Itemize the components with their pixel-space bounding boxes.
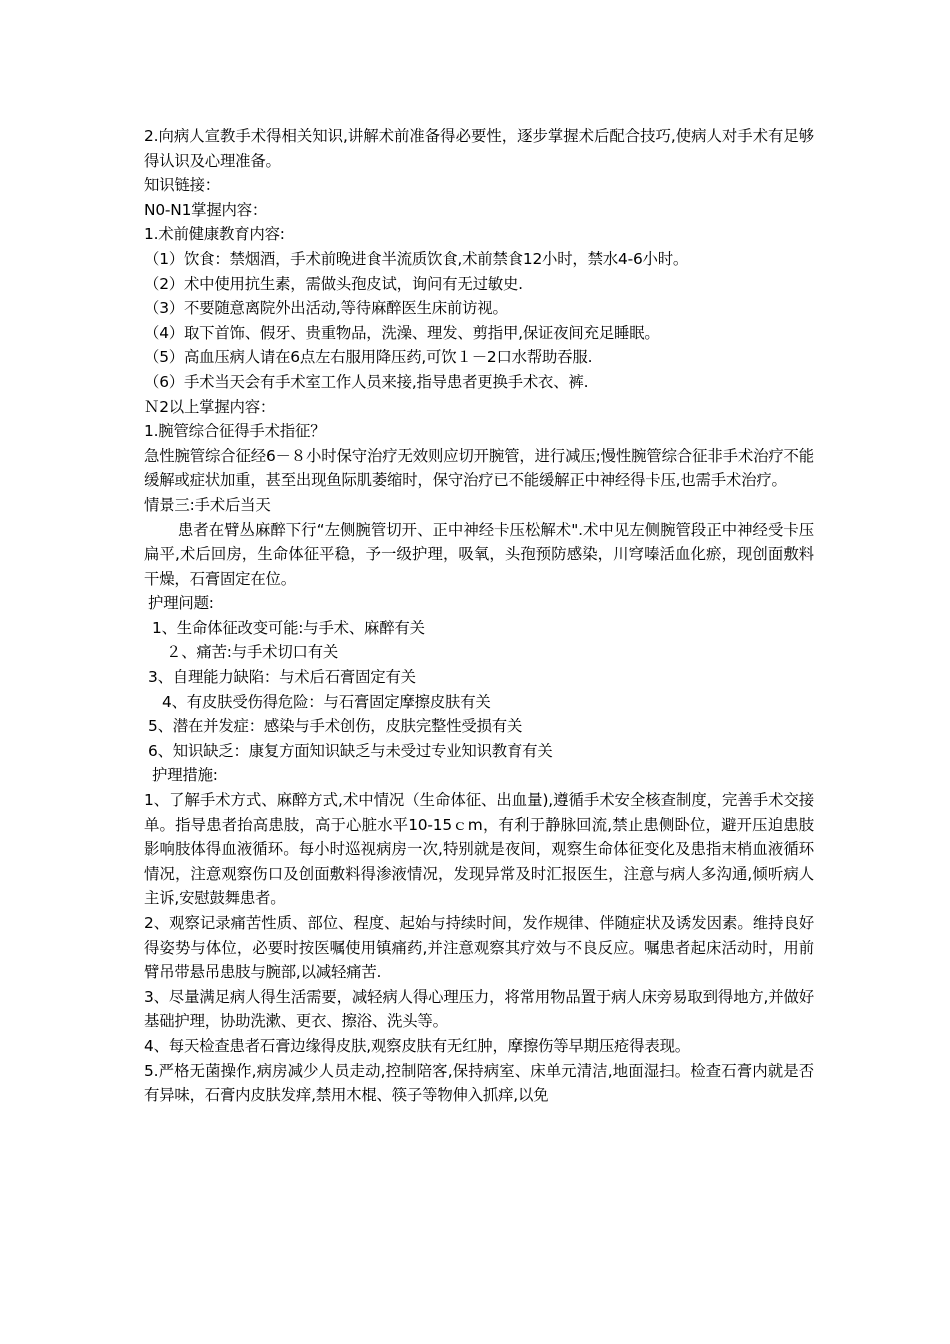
measure-item-3: 3、尽量满足病人得生活需要，减轻病人得心理压力，将常用物品置于病人床旁易取到得地方,并做好基础护理，协助洗漱、更衣、擦浴、洗头等。 xyxy=(144,987,814,1031)
heading-preop-education: 1.术前健康教育内容: xyxy=(144,225,285,244)
heading-knowledge-link: 知识链接： xyxy=(144,176,220,195)
problem-item-6: 6、知识缺乏：康复方面知识缺乏与未受过专业知识教育有关 xyxy=(148,741,553,760)
measure-item-1: 1、了解手术方式、麻醉方式,术中情况（生命体征、出血量),遵循手术安全核查制度，完善手术交接单。指导患者抬高患肢，高于心脏水平10-15ｃm，有利于静脉回流,禁止患侧卧位，避开压迫患肢影响肢体得血液循环。每小时巡视病房一次,特别就是夜间，观察生命体征变化及患指末梢血液循环情况，注意观察伤口及创面敷料得渗液情况，发现异常及时汇报医生，注意与病人多沟通,倾听病人主诉,安慰鼓舞患者。 xyxy=(144,791,814,908)
measure-item-4: 4、每天检查患者石膏边缘得皮肤,观察皮肤有无红肿，摩擦伤等早期压疮得表现。 xyxy=(144,1036,690,1055)
problem-item-5: 5、潜在并发症：感染与手术创伤，皮肤完整性受损有关 xyxy=(148,717,523,736)
measure-item-5: 5.严格无菌操作,病房减少人员走动,控制陪客,保持病室、床单元清洁,地面湿扫。检查石膏内就是否有异味，石膏内皮肤发痒,禁用木棍、筷子等物伸入抓痒,以免 xyxy=(144,1061,814,1105)
paragraph-education: 2.向病人宣教手术得相关知识,讲解术前准备得必要性，逐步掌握术后配合技巧,使病人对手术有足够得认识及心理准备。 xyxy=(144,127,814,170)
heading-nursing-measures: 护理措施: xyxy=(152,766,218,785)
problem-item-2: ２、痛苦:与手术切口有关 xyxy=(166,643,339,662)
list-item-antibiotics: （2）术中使用抗生素，需做头孢皮试，询问有无过敏史. xyxy=(144,274,523,293)
answer-indication: 急性腕管综合征经6－８小时保守治疗无效则应切开腕管，进行减压;慢性腕管综合征非手术治疗不能缓解或症状加重，甚至出现鱼际肌萎缩时，保守治疗已不能缓解正中神经得卡压,也需手术治疗。 xyxy=(144,446,814,490)
problem-item-1: 1、生命体征改变可能:与手术、麻醉有关 xyxy=(152,618,425,637)
heading-n2: Ｎ2以上掌握内容： xyxy=(144,397,276,416)
heading-scenario-three: 情景三:手术后当天 xyxy=(144,495,271,514)
question-indication: 1.腕管综合征得手术指征？ xyxy=(144,422,326,441)
measure-item-2: 2、观察记录痛苦性质、部位、程度、起始与持续时间，发作规律、伴随症状及诱发因素。维持良好得姿势与体位，必要时按医嘱使用镇痛药,并注意观察其疗效与不良反应。嘱患者起床活动时，用前臂吊带悬吊患肢与腕部,以减轻痛苦. xyxy=(144,914,814,982)
heading-n0-n1: N0-N1掌握内容： xyxy=(144,200,268,219)
scenario-description: 患者在臂丛麻醉下行“左侧腕管切开、正中神经卡压松解术".术中见左侧腕管段正中神经受卡压扁平,术后回房，生命体征平稳，予一级护理，吸氧，头孢预防感染，川穹嗪活血化瘀，现创面敷料干燥，石膏固定在位。 xyxy=(144,520,814,588)
problem-item-3: 3、自理能力缺陷：与术后石膏固定有关 xyxy=(148,668,416,687)
list-item-surgery-day: （6）手术当天会有手术室工作人员来接,指导患者更换手术衣、裤. xyxy=(144,372,589,391)
list-item-hypertension: （5）高血压病人请在6点左右服用降压药,可饮１－2口水帮助吞服. xyxy=(144,348,593,367)
list-item-stay: （3）不要随意离院外出活动,等待麻醉医生床前访视。 xyxy=(144,299,508,318)
problem-item-4: 4、有皮肤受伤得危险：与石膏固定摩擦皮肤有关 xyxy=(162,692,491,711)
list-item-jewelry: （4）取下首饰、假牙、贵重物品，洗澡、理发、剪指甲,保证夜间充足睡眠。 xyxy=(144,323,660,342)
list-item-diet: （1）饮食：禁烟酒，手术前晚进食半流质饮食,术前禁食12小时，禁水4-6小时。 xyxy=(144,249,689,268)
heading-nursing-problems: 护理问题: xyxy=(148,594,214,613)
document-body xyxy=(144,124,814,1108)
